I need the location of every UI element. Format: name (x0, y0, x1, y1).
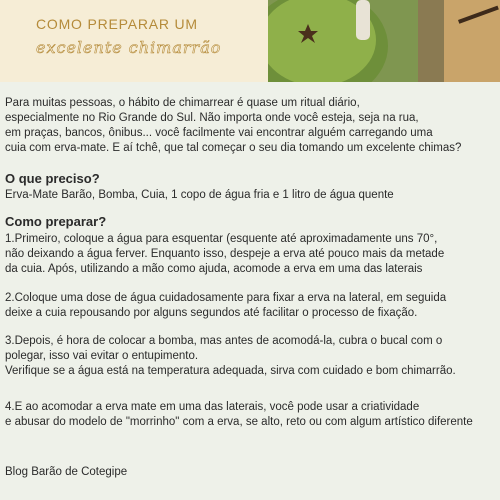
step-4 (5, 400, 473, 430)
text-line: cuia com erva-mate. E aí tchê, que tal começar o seu dia tomando um excelente chimas? (5, 142, 462, 154)
title-line-2: excelente chimarrão (36, 38, 222, 57)
prepare-heading: Como preparar? (5, 214, 107, 229)
text-line: não deixando a água ferver. Enquanto isso, despeje a erva até pouco mais da metade (5, 248, 445, 260)
text-line: 1.Primeiro, coloque a água para esquentar (esquente até aproximadamente uns 70°, (5, 233, 438, 245)
needs-heading: O que preciso? (5, 171, 100, 186)
step-1 (5, 232, 444, 277)
text-line: e abusar do modelo de "morrinho" com a erva, se alto, reto ou com algum artístico diferente (5, 416, 473, 428)
article-content (0, 82, 500, 500)
text-line: 2.Coloque uma dose de água cuidadosamente para fixar a erva na lateral, em seguida (5, 292, 447, 304)
step-2 (5, 291, 446, 321)
step-3 (5, 334, 456, 379)
text-line: especialmente no Rio Grande do Sul. Não importa onde você esteja, seja na rua, (5, 112, 419, 124)
text-line: Verifique se a água está na temperatura adequada, sirva com cuidado e bom chimarrão. (5, 365, 456, 377)
text-line: da cuia. Após, utilizando a mão como ajuda, acomode a erva em uma das laterais (5, 263, 423, 275)
needs-text (5, 188, 394, 203)
intro-paragraph (5, 96, 461, 156)
title-box (0, 0, 268, 82)
header-banner (0, 0, 500, 82)
text-line: Blog Barão de Cotegipe (5, 466, 128, 478)
text-line: 3.Depois, é hora de colocar a bomba, mas antes de acomodá-la, cubra o bucal com o (5, 335, 443, 347)
text-line: Erva-Mate Barão, Bomba, Cuia, 1 copo de água fria e 1 litro de água quente (5, 189, 394, 201)
header-photo (268, 0, 500, 82)
text-line: 4.E ao acomodar a erva mate em uma das laterais, você pode usar a criatividade (5, 401, 420, 413)
text-line: polegar, isso vai evitar o entupimento. (5, 350, 199, 362)
footer-signature (5, 465, 127, 480)
text-line: deixe a cuia repousando por alguns segundos até facilitar o processo de fixação. (5, 307, 418, 319)
title-line-1: COMO PREPARAR UM (36, 16, 198, 32)
chimarrao-photo-illustration (268, 0, 500, 82)
text-line: Para muitas pessoas, o hábito de chimarrear é quase um ritual diário, (5, 97, 360, 109)
text-line: em praças, bancos, ônibus... você facilmente vai encontrar alguém carregando uma (5, 127, 433, 139)
